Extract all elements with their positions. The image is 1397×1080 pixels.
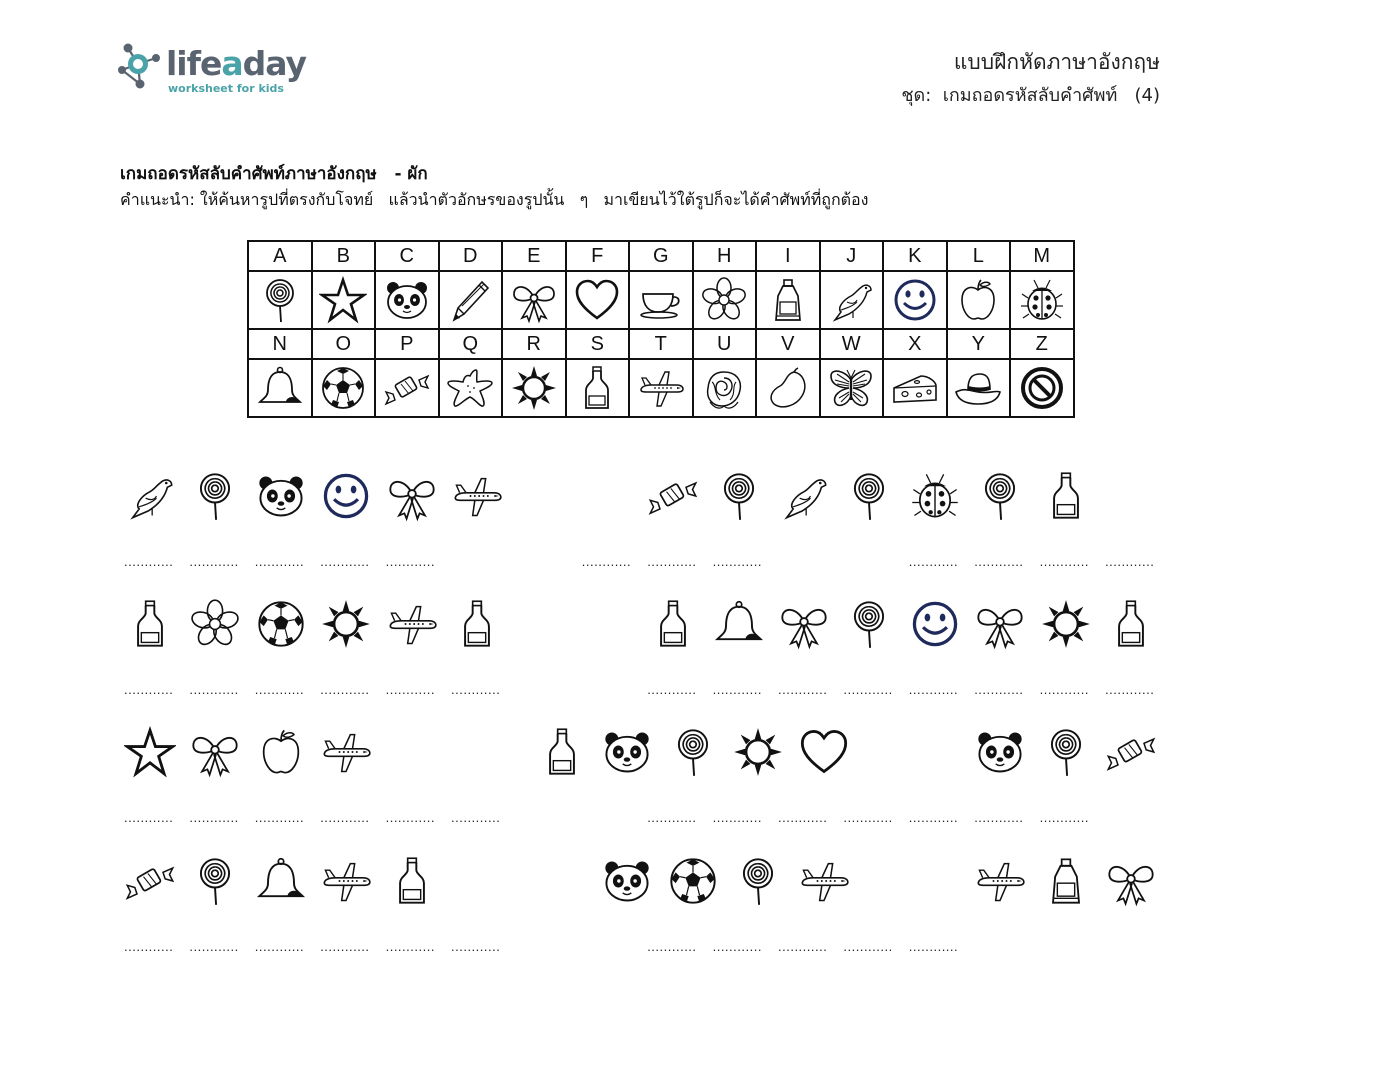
- puzzle-picture: [601, 726, 653, 778]
- key-picture-k: [883, 271, 947, 329]
- answer-blank[interactable]: ............: [843, 682, 893, 697]
- panda-icon: [601, 855, 653, 907]
- puzzle-picture: [1040, 598, 1092, 650]
- rose-icon: [700, 364, 748, 412]
- answer-blank[interactable]: ............: [189, 939, 239, 954]
- bottle-icon: [124, 598, 176, 650]
- puzzle-picture: [798, 855, 850, 907]
- key-picture-l: [947, 271, 1011, 329]
- logo-tagline: worksheet for kids: [168, 82, 284, 95]
- no-sign-icon: [1018, 364, 1066, 412]
- key-letter-a: A: [248, 241, 312, 271]
- starfish-icon: [446, 364, 494, 412]
- key-letter-t: T: [629, 329, 693, 359]
- puzzle-picture: [189, 598, 241, 650]
- puzzle-picture: [255, 598, 307, 650]
- ladybug-icon: [909, 470, 961, 522]
- puzzle-picture: [601, 855, 653, 907]
- key-picture-g: [629, 271, 693, 329]
- flower-icon: [189, 598, 241, 650]
- lollipop-icon: [256, 276, 304, 324]
- panda-icon: [383, 276, 431, 324]
- airplane-icon: [974, 855, 1026, 907]
- bottle-icon: [647, 598, 699, 650]
- teacup-icon: [637, 276, 685, 324]
- key-letter-s: S: [566, 329, 630, 359]
- puzzle-picture: [189, 855, 241, 907]
- puzzle-picture: [386, 855, 438, 907]
- answer-blank[interactable]: ............: [712, 939, 762, 954]
- spray-bottle-icon: [1040, 855, 1092, 907]
- key-letter-e: E: [502, 241, 566, 271]
- heart-icon: [798, 726, 850, 778]
- puzzle-picture: [909, 470, 961, 522]
- answer-blank[interactable]: ............: [385, 810, 435, 825]
- puzzle-picture: [451, 470, 503, 522]
- key-letter-y: Y: [947, 329, 1011, 359]
- key-letter-x: X: [883, 329, 947, 359]
- key-picture-p: [375, 359, 439, 417]
- key-letter-o: O: [312, 329, 376, 359]
- panda-icon: [601, 726, 653, 778]
- lollipop-icon: [843, 598, 895, 650]
- lollipop-icon: [843, 470, 895, 522]
- key-picture-d: [439, 271, 503, 329]
- key-picture-o: [312, 359, 376, 417]
- bottle-icon: [451, 598, 503, 650]
- answer-blank[interactable]: ............: [581, 554, 632, 569]
- key-letter-d: D: [439, 241, 503, 271]
- soccer-ball-icon: [255, 598, 307, 650]
- lollipop-icon: [974, 470, 1026, 522]
- answer-blank[interactable]: ............: [189, 554, 239, 569]
- puzzle-picture: [255, 855, 307, 907]
- puzzle-picture: [451, 598, 503, 650]
- sun-icon: [320, 598, 372, 650]
- puzzle-picture: [909, 598, 961, 650]
- answer-blank[interactable]: ............: [778, 810, 828, 825]
- key-letter-u: U: [693, 329, 757, 359]
- puzzle-picture: [974, 855, 1026, 907]
- key-picture-m: [1010, 271, 1074, 329]
- key-letter-z: Z: [1010, 329, 1074, 359]
- key-letter-row: [248, 241, 1074, 271]
- key-picture-t: [629, 359, 693, 417]
- butterfly-icon: [827, 364, 875, 412]
- bottle-icon: [1105, 598, 1157, 650]
- key-letter-c: C: [375, 241, 439, 271]
- answer-blank[interactable]: ............: [974, 554, 1024, 569]
- lollipop-icon: [732, 855, 784, 907]
- cheese-icon: [891, 364, 939, 412]
- airplane-icon: [320, 726, 372, 778]
- answer-blank[interactable]: ............: [974, 682, 1024, 697]
- puzzle-picture: [1105, 726, 1157, 778]
- answer-blank[interactable]: ............: [124, 554, 174, 569]
- answer-blank[interactable]: ............: [908, 554, 959, 569]
- answer-blank[interactable]: ............: [908, 682, 959, 697]
- bell-icon: [256, 364, 304, 412]
- answer-blank[interactable]: ............: [647, 810, 697, 825]
- game-title: เกมถอดรหัสลับคำศัพท์ภาษาอังกฤษ - ผัก: [120, 164, 428, 184]
- key-picture-i: [756, 271, 820, 329]
- puzzle-picture: [974, 726, 1026, 778]
- puzzle-picture: [320, 855, 372, 907]
- key-letter-l: L: [947, 241, 1011, 271]
- smiley-icon: [891, 276, 939, 324]
- key-picture-n: [248, 359, 312, 417]
- puzzle-picture: [1040, 470, 1092, 522]
- key-picture-v: [756, 359, 820, 417]
- key-picture-x: [883, 359, 947, 417]
- puzzle-picture: [732, 855, 784, 907]
- answer-blank[interactable]: ............: [451, 810, 501, 825]
- answer-blank[interactable]: ............: [254, 810, 305, 825]
- molecule-icon: [116, 40, 166, 96]
- answer-blank[interactable]: ............: [254, 682, 305, 697]
- key-picture-w: [820, 359, 884, 417]
- soccer-ball-icon: [667, 855, 719, 907]
- flower-icon: [700, 276, 748, 324]
- answer-blank[interactable]: ............: [385, 554, 435, 569]
- answer-blank[interactable]: ............: [254, 939, 305, 954]
- worksheet-series: ชุด: เกมถอดรหัสลับคำศัพท์ (4): [901, 85, 1160, 106]
- key-letter-b: B: [312, 241, 376, 271]
- airplane-icon: [451, 470, 503, 522]
- key-letter-f: F: [566, 241, 630, 271]
- puzzle-picture: [255, 726, 307, 778]
- answer-blank[interactable]: ............: [712, 810, 762, 825]
- key-letter-p: P: [375, 329, 439, 359]
- answer-blank[interactable]: ............: [451, 939, 501, 954]
- bow-icon: [510, 276, 558, 324]
- puzzle-picture: [124, 855, 176, 907]
- lifeaday-logo: [116, 40, 316, 100]
- heart-icon: [573, 276, 621, 324]
- key-picture-z: [1010, 359, 1074, 417]
- airplane-icon: [386, 598, 438, 650]
- key-letter-h: H: [693, 241, 757, 271]
- bird-icon: [124, 470, 176, 522]
- key-letter-i: I: [756, 241, 820, 271]
- smiley-icon: [909, 598, 961, 650]
- puzzle-picture: [189, 470, 241, 522]
- hat-icon: [954, 364, 1002, 412]
- answer-blank[interactable]: ............: [254, 554, 305, 569]
- key-letter-m: M: [1010, 241, 1074, 271]
- key-picture-h: [693, 271, 757, 329]
- candy-icon: [124, 855, 176, 907]
- key-picture-j: [820, 271, 884, 329]
- key-picture-s: [566, 359, 630, 417]
- bottle-icon: [1040, 470, 1092, 522]
- answer-blank[interactable]: ............: [1105, 682, 1155, 697]
- ladybug-icon: [1018, 276, 1066, 324]
- puzzle-picture: [667, 855, 719, 907]
- key-picture-e: [502, 271, 566, 329]
- airplane-icon: [798, 855, 850, 907]
- panda-icon: [974, 726, 1026, 778]
- puzzle-picture: [974, 470, 1026, 522]
- candy-icon: [383, 364, 431, 412]
- bell-icon: [713, 598, 765, 650]
- answer-blank[interactable]: ............: [320, 810, 370, 825]
- key-letter-g: G: [629, 241, 693, 271]
- puzzle-picture: [667, 726, 719, 778]
- logo-wordmark: lifeaday: [166, 44, 307, 83]
- key-letter-row: [248, 329, 1074, 359]
- answer-blank[interactable]: ............: [385, 682, 435, 697]
- puzzle-picture: [732, 726, 784, 778]
- bottle-icon: [536, 726, 588, 778]
- star-icon: [319, 276, 367, 324]
- panda-icon: [255, 470, 307, 522]
- bottle-icon: [386, 855, 438, 907]
- sun-icon: [510, 364, 558, 412]
- puzzle-picture: [386, 598, 438, 650]
- key-letter-w: W: [820, 329, 884, 359]
- key-picture-row: [248, 271, 1074, 329]
- puzzle-picture: [189, 726, 241, 778]
- bow-icon: [189, 726, 241, 778]
- puzzle-picture: [1040, 855, 1092, 907]
- puzzle-picture: [1040, 726, 1092, 778]
- answer-blank[interactable]: ............: [647, 682, 697, 697]
- answer-blank[interactable]: ............: [908, 810, 959, 825]
- apple-icon: [954, 276, 1002, 324]
- answer-blank[interactable]: ............: [320, 554, 370, 569]
- key-picture-y: [947, 359, 1011, 417]
- worksheet-title: แบบฝึกหัดภาษาอังกฤษ: [953, 50, 1160, 74]
- smiley-icon: [320, 470, 372, 522]
- key-picture-f: [566, 271, 630, 329]
- puzzle-picture: [778, 598, 830, 650]
- answer-blank[interactable]: ............: [843, 810, 893, 825]
- lollipop-icon: [1040, 726, 1092, 778]
- answer-blank[interactable]: ............: [843, 939, 893, 954]
- puzzle-picture: [843, 470, 895, 522]
- star-icon: [124, 726, 176, 778]
- answer-blank[interactable]: ............: [320, 682, 370, 697]
- puzzle-picture: [320, 726, 372, 778]
- pencil-icon: [446, 276, 494, 324]
- answer-blank[interactable]: ............: [451, 682, 501, 697]
- puzzle-picture: [798, 726, 850, 778]
- answer-blank[interactable]: ............: [189, 810, 239, 825]
- answer-blank[interactable]: ............: [1039, 554, 1089, 569]
- bird-icon: [778, 470, 830, 522]
- answer-blank[interactable]: ............: [908, 939, 959, 954]
- puzzle-picture: [647, 598, 699, 650]
- puzzle-picture: [1105, 855, 1157, 907]
- key-letter-n: N: [248, 329, 312, 359]
- key-picture-u: [693, 359, 757, 417]
- soccer-ball-icon: [319, 364, 367, 412]
- answer-blank[interactable]: ............: [712, 682, 762, 697]
- key-picture-r: [502, 359, 566, 417]
- bottle-icon: [573, 364, 621, 412]
- answer-blank[interactable]: ............: [189, 682, 239, 697]
- answer-blank[interactable]: ............: [1039, 810, 1089, 825]
- key-letter-j: J: [820, 241, 884, 271]
- lollipop-icon: [667, 726, 719, 778]
- puzzle-picture: [713, 598, 765, 650]
- answer-blank[interactable]: ............: [320, 939, 370, 954]
- answer-blank[interactable]: ............: [1039, 682, 1089, 697]
- answer-blank[interactable]: ............: [778, 682, 828, 697]
- spray-bottle-icon: [764, 276, 812, 324]
- answer-blank[interactable]: ............: [385, 939, 435, 954]
- puzzle-picture: [320, 470, 372, 522]
- key-letter-k: K: [883, 241, 947, 271]
- key-letter-q: Q: [439, 329, 503, 359]
- airplane-icon: [637, 364, 685, 412]
- answer-blank[interactable]: ............: [124, 939, 174, 954]
- sun-icon: [732, 726, 784, 778]
- key-picture-a: [248, 271, 312, 329]
- bell-icon: [255, 855, 307, 907]
- bow-icon: [386, 470, 438, 522]
- puzzle-picture: [124, 726, 176, 778]
- sun-icon: [1040, 598, 1092, 650]
- instruction-text: คำแนะนำ: ให้ค้นหารูปที่ตรงกับโจทย์ แล้วนำตัวอักษรของรูปนั้น ๆ มาเขียนไว้ใต้รูปก็จะได้คำศัพท์ที่ถูกต้อง: [120, 190, 869, 209]
- lollipop-icon: [189, 855, 241, 907]
- candy-icon: [647, 470, 699, 522]
- bow-icon: [778, 598, 830, 650]
- puzzle-picture: [1105, 598, 1157, 650]
- answer-blank[interactable]: ............: [712, 554, 762, 569]
- puzzle-picture: [255, 470, 307, 522]
- mango-icon: [764, 364, 812, 412]
- answer-blank[interactable]: ............: [124, 682, 174, 697]
- lollipop-icon: [713, 470, 765, 522]
- key-letter-v: V: [756, 329, 820, 359]
- answer-blank[interactable]: ............: [974, 810, 1024, 825]
- key-picture-row: [248, 359, 1074, 417]
- puzzle-picture: [124, 470, 176, 522]
- decoder-key-table: [247, 240, 1075, 418]
- puzzle-picture: [647, 470, 699, 522]
- candy-icon: [1105, 726, 1157, 778]
- apple-icon: [255, 726, 307, 778]
- key-picture-c: [375, 271, 439, 329]
- puzzle-picture: [320, 598, 372, 650]
- puzzle-picture: [778, 470, 830, 522]
- bird-icon: [827, 276, 875, 324]
- answer-blank[interactable]: ............: [124, 810, 174, 825]
- puzzle-picture: [536, 726, 588, 778]
- airplane-icon: [320, 855, 372, 907]
- lollipop-icon: [189, 470, 241, 522]
- answer-blank[interactable]: ............: [647, 554, 697, 569]
- key-picture-b: [312, 271, 376, 329]
- key-letter-r: R: [502, 329, 566, 359]
- answer-blank[interactable]: ............: [1105, 554, 1155, 569]
- puzzle-picture: [843, 598, 895, 650]
- answer-blank[interactable]: ............: [647, 939, 697, 954]
- bow-icon: [1105, 855, 1157, 907]
- key-picture-q: [439, 359, 503, 417]
- answer-blank[interactable]: ............: [778, 939, 828, 954]
- puzzle-picture: [713, 470, 765, 522]
- puzzle-picture: [974, 598, 1026, 650]
- puzzle-picture: [124, 598, 176, 650]
- puzzle-picture: [386, 470, 438, 522]
- bow-icon: [974, 598, 1026, 650]
